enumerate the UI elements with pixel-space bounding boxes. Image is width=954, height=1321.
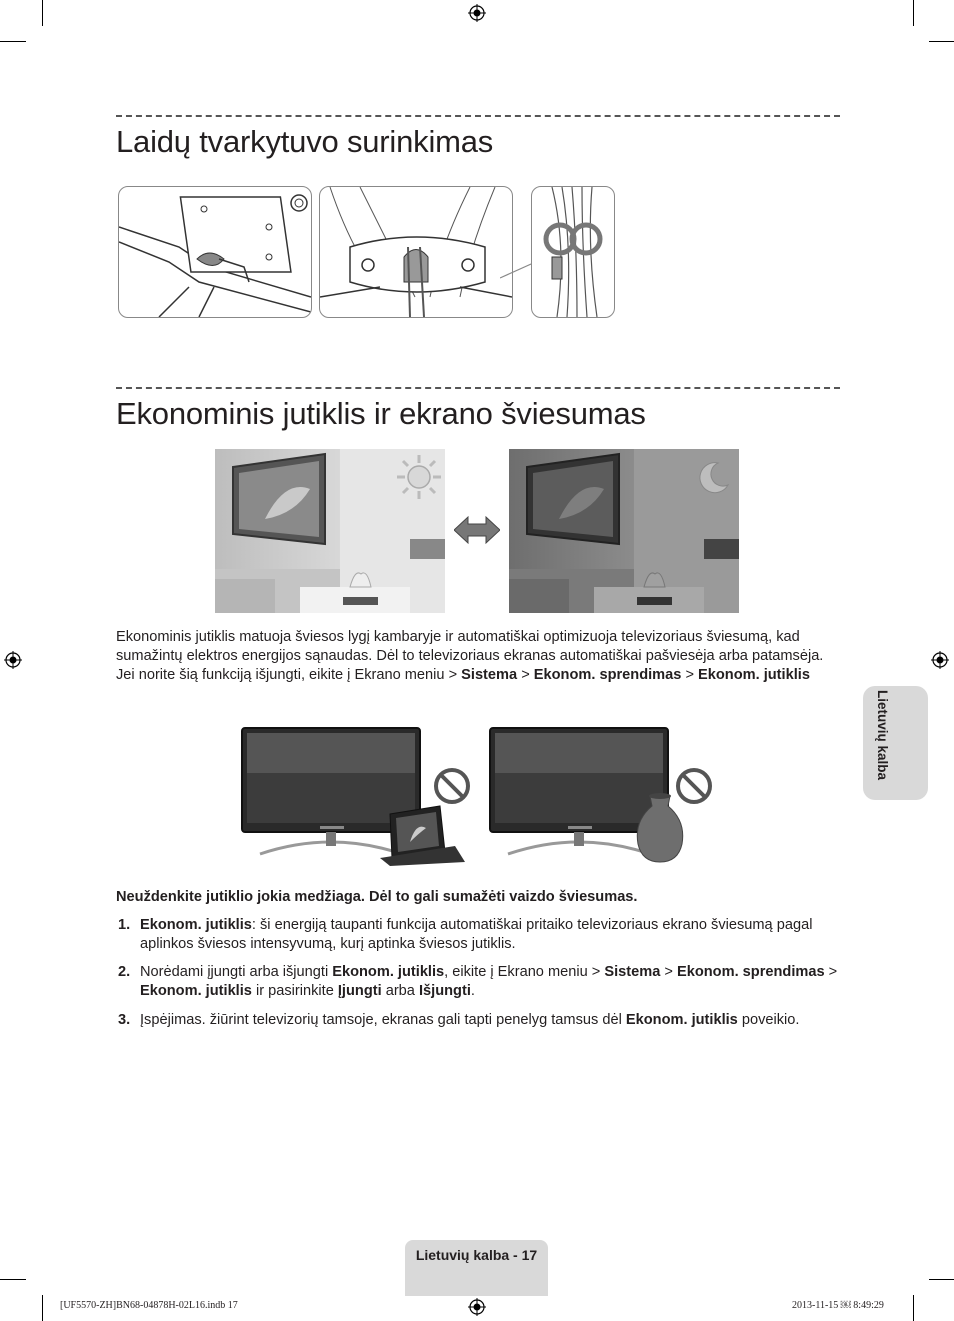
language-side-tab: Lietuvių kalba bbox=[863, 686, 928, 800]
crop-mark bbox=[929, 1279, 954, 1280]
crop-mark bbox=[0, 41, 26, 42]
print-slug-right: 2013-11-15 ￼ 8:49:29 bbox=[792, 1300, 884, 1311]
crop-mark bbox=[42, 0, 43, 26]
section-divider bbox=[116, 115, 840, 117]
double-arrow-icon bbox=[454, 515, 500, 545]
eco-sensor-intro: Ekonominis jutiklis matuoja šviesos lygį kambaryje ir automatiškai optimizuoja televizoriaus šviesumą, kad sumažintų elektros energijos sąnaudas. Dėl to televizoriaus ekranas automatiškai pašviesėja arba patamsėja. Jei norite šią funkciją išjungti, eikite į Ekrano meniu > Sistema > Ekonom. sprendimas > Ekonom. jutiklis bbox=[116, 629, 824, 683]
tv-blocked-by-vase-illustration bbox=[488, 726, 718, 866]
sun-icon bbox=[395, 453, 443, 501]
page-number-tab: Lietuvių kalba - 17 bbox=[405, 1240, 548, 1296]
crop-mark bbox=[913, 1295, 914, 1321]
sensor-warning: Neuždenkite jutiklio jokia medžiaga. Dėl to gali sumažėti vaizdo šviesumas. bbox=[116, 889, 638, 905]
registration-mark-icon bbox=[931, 651, 949, 669]
prohibited-icon bbox=[432, 766, 472, 806]
room-bright-photo bbox=[215, 449, 445, 613]
crop-mark bbox=[929, 41, 954, 42]
section-title-eco-sensor: Ekonominis jutiklis ir ekrano šviesumas bbox=[116, 396, 646, 431]
menu-path-jutiklis: Ekonom. jutiklis bbox=[698, 667, 810, 683]
print-slug-left: [UF5570-ZH]BN68-04878H-02L16.indb 17 bbox=[60, 1300, 238, 1311]
crop-mark bbox=[42, 1295, 43, 1321]
registration-mark-icon bbox=[468, 4, 486, 22]
prohibited-icon bbox=[674, 766, 714, 806]
cable-manager-illustration-2 bbox=[319, 186, 513, 318]
cable-manager-illustration-1 bbox=[118, 186, 312, 318]
registration-mark-icon bbox=[4, 651, 22, 669]
section-divider bbox=[116, 387, 840, 389]
registration-mark-icon bbox=[468, 1298, 486, 1316]
cable-manager-illustration-3 bbox=[531, 186, 615, 318]
crop-mark bbox=[913, 0, 914, 26]
menu-path-sistema: Sistema bbox=[461, 667, 518, 683]
room-dark-photo bbox=[509, 449, 739, 613]
crop-mark bbox=[0, 1279, 26, 1280]
tv-blocked-by-frame-illustration bbox=[240, 726, 470, 866]
section-title-cable-manager: Laidų tvarkytuvo surinkimas bbox=[116, 124, 494, 159]
moon-icon bbox=[692, 459, 732, 495]
menu-path-sprendimas: Ekonom. sprendimas bbox=[533, 667, 682, 683]
